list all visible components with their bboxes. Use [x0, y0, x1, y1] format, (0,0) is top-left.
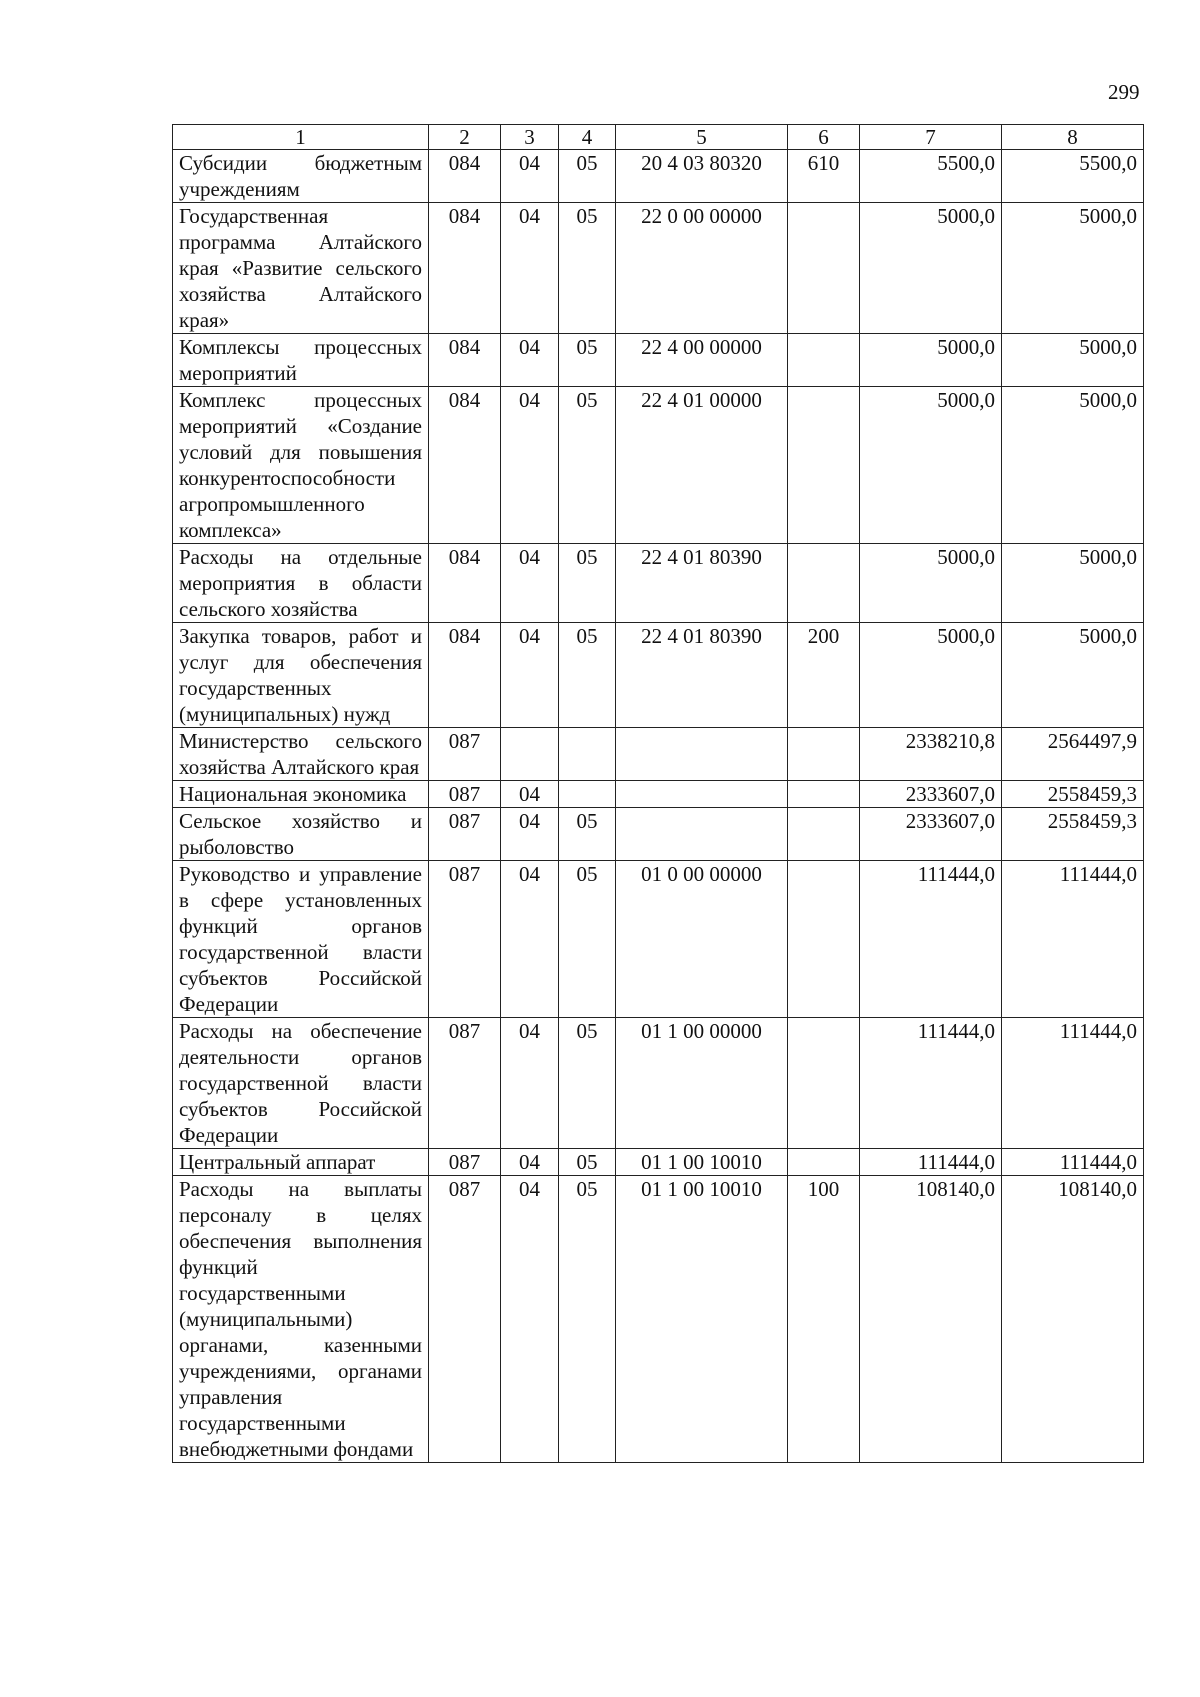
- amount-year2-cell: 111444,0: [1002, 861, 1144, 1018]
- section-code-cell: 04: [501, 334, 559, 387]
- table-row: [173, 203, 1144, 334]
- section-code-cell: 04: [501, 623, 559, 728]
- amount-year1-cell: 111444,0: [860, 1149, 1002, 1176]
- target-article-cell: [616, 728, 788, 781]
- column-header: 5: [616, 125, 788, 150]
- grbs-code-cell: 084: [429, 203, 501, 334]
- grbs-code-cell: 087: [429, 781, 501, 808]
- section-code-cell: 04: [501, 1149, 559, 1176]
- subsection-code-cell: 05: [559, 334, 616, 387]
- subsection-code-cell: 05: [559, 387, 616, 544]
- expense-type-cell: [788, 334, 860, 387]
- row-name-cell: Расходы на отдельные мероприятия в области сельского хозяйства: [173, 544, 429, 623]
- table-row: [173, 1018, 1144, 1149]
- row-name-cell: Сельское хозяйство и рыболовство: [173, 808, 429, 861]
- subsection-code-cell: [559, 728, 616, 781]
- table-row: [173, 728, 1144, 781]
- section-code-cell: 04: [501, 1176, 559, 1463]
- section-code-cell: 04: [501, 544, 559, 623]
- target-article-cell: 01 0 00 00000: [616, 861, 788, 1018]
- column-header: 8: [1002, 125, 1144, 150]
- expense-type-cell: [788, 203, 860, 334]
- subsection-code-cell: 05: [559, 544, 616, 623]
- grbs-code-cell: 084: [429, 150, 501, 203]
- target-article-cell: 22 4 00 00000: [616, 334, 788, 387]
- expense-type-cell: [788, 544, 860, 623]
- amount-year1-cell: 111444,0: [860, 861, 1002, 1018]
- amount-year1-cell: 111444,0: [860, 1018, 1002, 1149]
- table-row: [173, 387, 1144, 544]
- target-article-cell: 01 1 00 10010: [616, 1149, 788, 1176]
- header-row: [173, 125, 1144, 150]
- subsection-code-cell: 05: [559, 1018, 616, 1149]
- amount-year2-cell: 2564497,9: [1002, 728, 1144, 781]
- amount-year2-cell: 2558459,3: [1002, 808, 1144, 861]
- grbs-code-cell: 087: [429, 1176, 501, 1463]
- expense-type-cell: [788, 861, 860, 1018]
- amount-year1-cell: 5000,0: [860, 623, 1002, 728]
- subsection-code-cell: 05: [559, 150, 616, 203]
- amount-year1-cell: 5000,0: [860, 387, 1002, 544]
- expense-type-cell: [788, 1149, 860, 1176]
- grbs-code-cell: 084: [429, 623, 501, 728]
- column-header: 7: [860, 125, 1002, 150]
- subsection-code-cell: 05: [559, 861, 616, 1018]
- amount-year2-cell: 5000,0: [1002, 544, 1144, 623]
- expense-type-cell: [788, 808, 860, 861]
- amount-year1-cell: 2338210,8: [860, 728, 1002, 781]
- row-name-cell: Расходы на выплаты персоналу в целях обеспечения выполнения функций государственными (муниципальными) органами, казенными учреждениями, органами управления государственными внебюджетными фондами: [173, 1176, 429, 1463]
- expense-type-cell: [788, 781, 860, 808]
- column-header: 1: [173, 125, 429, 150]
- section-code-cell: 04: [501, 203, 559, 334]
- section-code-cell: 04: [501, 1018, 559, 1149]
- table-row: [173, 781, 1144, 808]
- subsection-code-cell: [559, 781, 616, 808]
- amount-year1-cell: 2333607,0: [860, 808, 1002, 861]
- subsection-code-cell: 05: [559, 623, 616, 728]
- section-code-cell: [501, 728, 559, 781]
- expense-type-cell: 200: [788, 623, 860, 728]
- row-name-cell: Расходы на обеспечение деятельности органов государственной власти субъектов Российской Федерации: [173, 1018, 429, 1149]
- target-article-cell: [616, 808, 788, 861]
- target-article-cell: 22 4 01 00000: [616, 387, 788, 544]
- expense-type-cell: [788, 1018, 860, 1149]
- grbs-code-cell: 087: [429, 1018, 501, 1149]
- amount-year1-cell: 5500,0: [860, 150, 1002, 203]
- table-row: [173, 544, 1144, 623]
- row-name-cell: Субсидии бюджетным учреждениям: [173, 150, 429, 203]
- row-name-cell: Руководство и управление в сфере установленных функций органов государственной власти субъектов Российской Федерации: [173, 861, 429, 1018]
- target-article-cell: 20 4 03 80320: [616, 150, 788, 203]
- amount-year2-cell: 5000,0: [1002, 623, 1144, 728]
- table-header: [173, 125, 1144, 150]
- table-row: [173, 808, 1144, 861]
- amount-year2-cell: 108140,0: [1002, 1176, 1144, 1463]
- row-name-cell: Комплекс процессных мероприятий «Создание условий для повышения конкурентоспособности агропромышленного комплекса»: [173, 387, 429, 544]
- target-article-cell: 01 1 00 00000: [616, 1018, 788, 1149]
- amount-year1-cell: 108140,0: [860, 1176, 1002, 1463]
- amount-year2-cell: 5000,0: [1002, 203, 1144, 334]
- amount-year2-cell: 111444,0: [1002, 1018, 1144, 1149]
- amount-year1-cell: 5000,0: [860, 334, 1002, 387]
- section-code-cell: 04: [501, 808, 559, 861]
- table-row: [173, 334, 1144, 387]
- expense-type-cell: [788, 728, 860, 781]
- page-number: 299: [1108, 80, 1140, 104]
- amount-year1-cell: 2333607,0: [860, 781, 1002, 808]
- row-name-cell: Государственная программа Алтайского края «Развитие сельского хозяйства Алтайского края»: [173, 203, 429, 334]
- expense-type-cell: 100: [788, 1176, 860, 1463]
- subsection-code-cell: 05: [559, 1176, 616, 1463]
- target-article-cell: 22 4 01 80390: [616, 623, 788, 728]
- row-name-cell: Национальная экономика: [173, 781, 429, 808]
- column-header: 3: [501, 125, 559, 150]
- target-article-cell: 22 4 01 80390: [616, 544, 788, 623]
- grbs-code-cell: 087: [429, 808, 501, 861]
- grbs-code-cell: 087: [429, 728, 501, 781]
- budget-table: [172, 124, 1144, 1463]
- expense-type-cell: [788, 387, 860, 544]
- grbs-code-cell: 087: [429, 861, 501, 1018]
- subsection-code-cell: 05: [559, 808, 616, 861]
- amount-year2-cell: 5000,0: [1002, 387, 1144, 544]
- table-row: [173, 150, 1144, 203]
- column-header: 6: [788, 125, 860, 150]
- column-header: 2: [429, 125, 501, 150]
- grbs-code-cell: 084: [429, 544, 501, 623]
- section-code-cell: 04: [501, 387, 559, 544]
- amount-year2-cell: 2558459,3: [1002, 781, 1144, 808]
- table-body: [173, 150, 1144, 1463]
- expense-type-cell: 610: [788, 150, 860, 203]
- table-row: [173, 1149, 1144, 1176]
- amount-year1-cell: 5000,0: [860, 544, 1002, 623]
- section-code-cell: 04: [501, 861, 559, 1018]
- subsection-code-cell: 05: [559, 1149, 616, 1176]
- amount-year1-cell: 5000,0: [860, 203, 1002, 334]
- table-row: [173, 1176, 1144, 1463]
- amount-year2-cell: 5000,0: [1002, 334, 1144, 387]
- column-header: 4: [559, 125, 616, 150]
- grbs-code-cell: 084: [429, 334, 501, 387]
- amount-year2-cell: 5500,0: [1002, 150, 1144, 203]
- target-article-cell: 01 1 00 10010: [616, 1176, 788, 1463]
- amount-year2-cell: 111444,0: [1002, 1149, 1144, 1176]
- row-name-cell: Центральный аппарат: [173, 1149, 429, 1176]
- grbs-code-cell: 087: [429, 1149, 501, 1176]
- target-article-cell: 22 0 00 00000: [616, 203, 788, 334]
- subsection-code-cell: 05: [559, 203, 616, 334]
- target-article-cell: [616, 781, 788, 808]
- section-code-cell: 04: [501, 781, 559, 808]
- table-row: [173, 861, 1144, 1018]
- row-name-cell: Закупка товаров, работ и услуг для обеспечения государственных (муниципальных) нужд: [173, 623, 429, 728]
- section-code-cell: 04: [501, 150, 559, 203]
- grbs-code-cell: 084: [429, 387, 501, 544]
- table-row: [173, 623, 1144, 728]
- row-name-cell: Министерство сельского хозяйства Алтайского края: [173, 728, 429, 781]
- row-name-cell: Комплексы процессных мероприятий: [173, 334, 429, 387]
